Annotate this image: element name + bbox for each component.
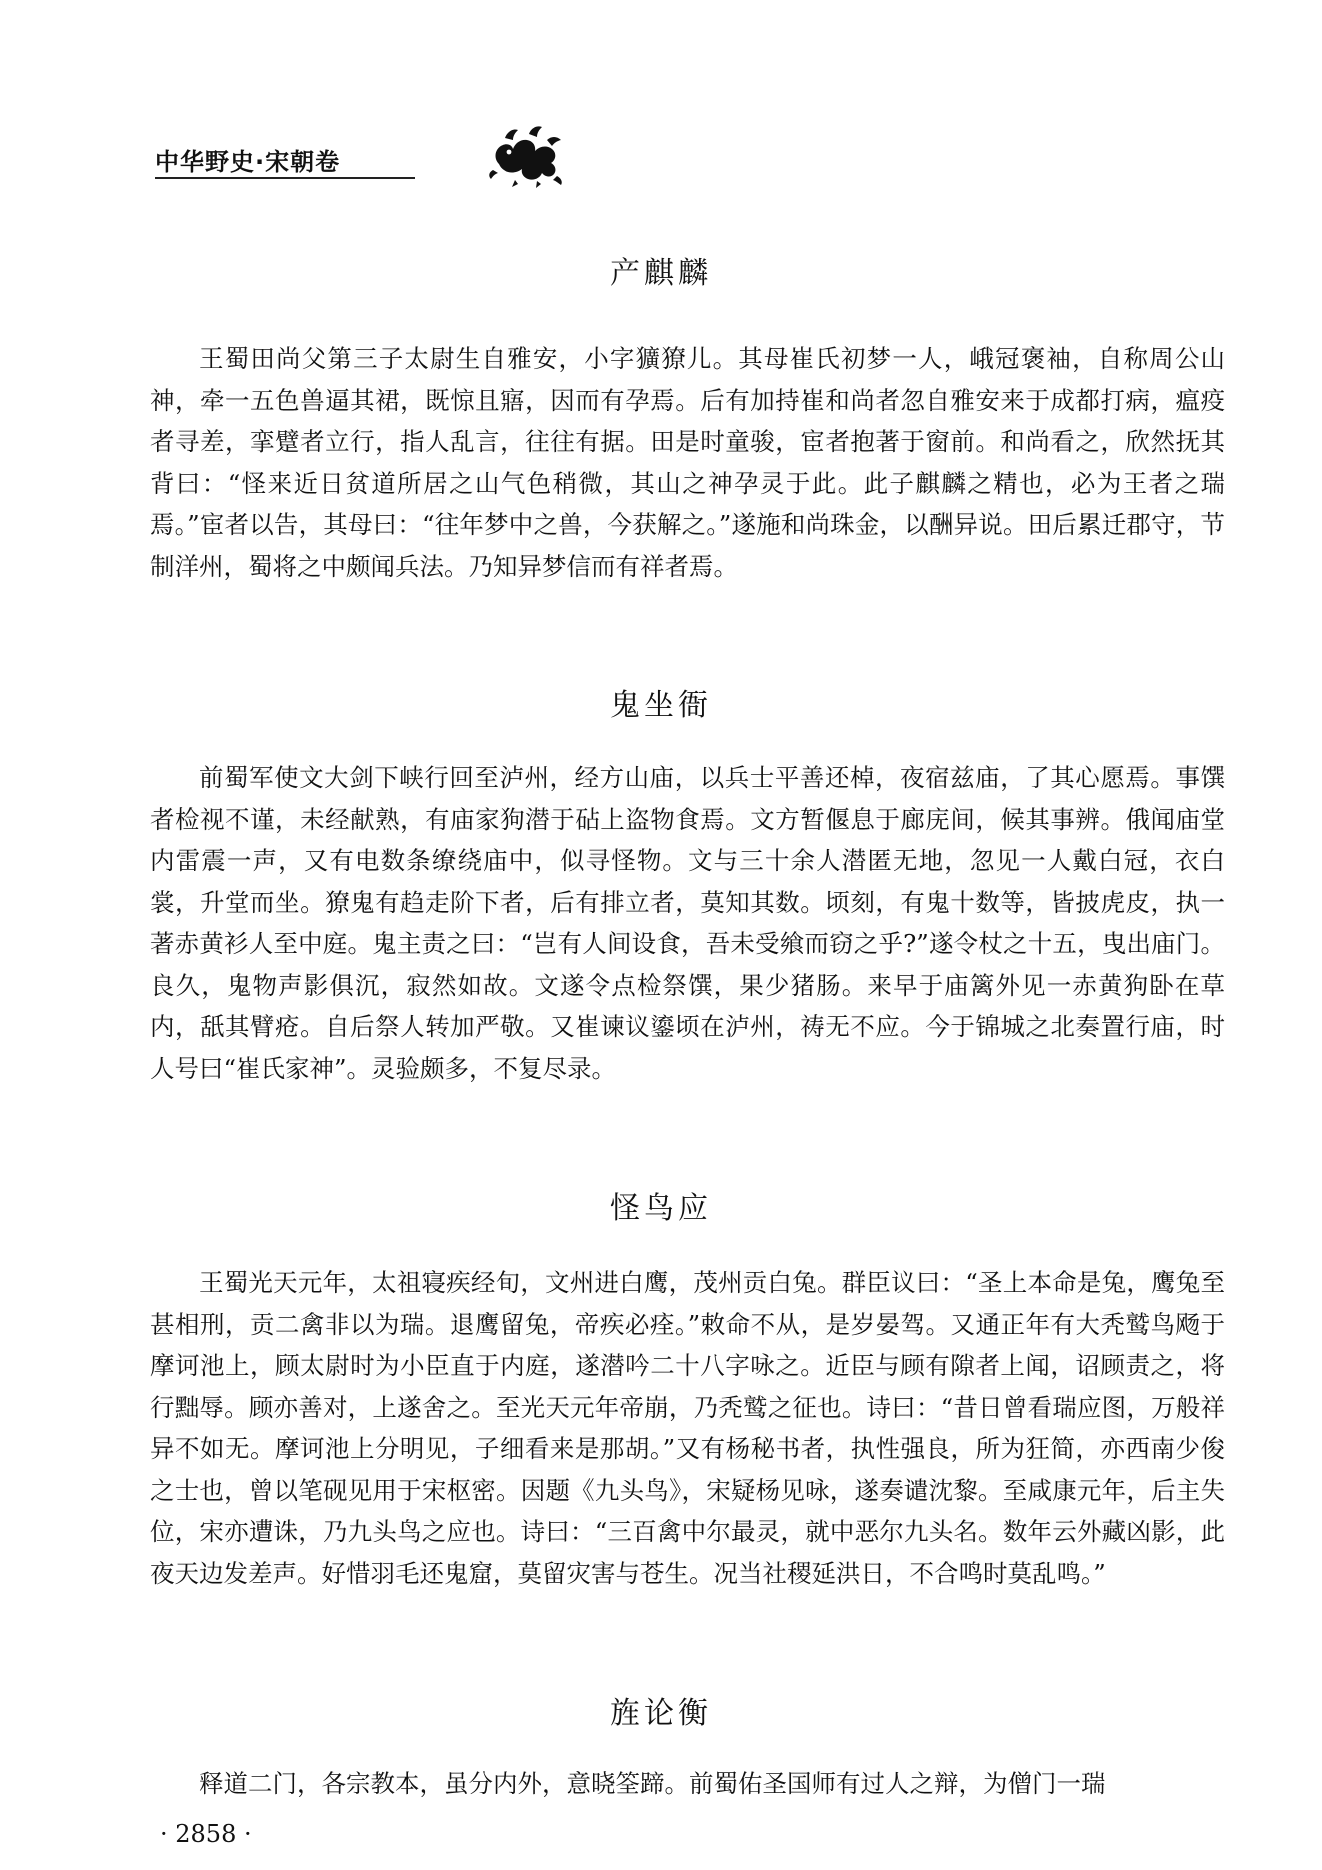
section-title: 旌论衡 [610,1696,712,1731]
section-paragraph: 王蜀光天元年，太祖寝疾经旬，文州进白鹰，茂州贡白兔。群臣议曰：“圣上本命是兔，鹰兔至甚相刑，贡二禽非以为瑞。退鹰留兔，帝疾必痊。”敕命不从，是岁晏驾。又通正年有大秃鹫鸟飏于摩诃池上，顾太尉时为小臣直于内庭，遂潜吟二十八字咏之。近臣与顾有隙者上闻，诏顾责之，将行黜辱。顾亦善对，上遂舍之。至光天元年帝崩，乃秃鹫之征也。诗曰：“昔日曾看瑞应图，万般祥异不如无。摩诃池上分明见，子细看来是那胡。”又有杨秘书者，执性强良，所为狂简，亦西南少俊之士也，曾以笔砚见用于宋枢密。因题《九头鸟》，宋疑杨见咏，遂奏谴沈黎。至咸康元年，后主失位，宋亦遭诛，乃九头鸟之应也。诗曰：“三百禽中尔最灵，就中恶尔九头名。数年云外藏凶影，此夜天边发差声。好惜羽毛还鬼窟，莫留灾害与苍生。况当社稷延洪日，不合鸣时莫乱鸣。” [150,1268,1225,1588]
book-title: 中华野史·宋朝卷 [155,148,341,176]
page-number: · 2858 · [160,1820,252,1848]
header-divider [155,177,415,179]
section-title: 产麒麟 [610,256,712,291]
running-header [155,118,575,190]
section-paragraph: 前蜀军使文大剑下峡行回至泸州，经方山庙，以兵士平善还棹，夜宿兹庙，了其心愿焉。事馔者检视不谨，未经献熟，有庙家狗潜于砧上盗物食焉。文方暂偃息于廊庑间，候其事辨。俄闻庙堂内雷震一声，又有电数条缭绕庙中，似寻怪物。文与三十余人潜匿无地，忽见一人戴白冠，衣白裳，升堂而坐。獠鬼有趋走阶下者，后有排立者，莫知其数。顷刻，有鬼十数等，皆披虎皮，执一著赤黄衫人至中庭。鬼主责之曰：“岂有人间设食，吾未受飨而窃之乎?”遂令杖之十五，曳出庙门。良久，鬼物声影俱沉，寂然如故。文遂令点检祭馔，果少猪肠。来早于庙篱外见一赤黄狗卧在草内，舐其臂疮。自后祭人转加严敬。又崔谏议鎏顷在泸州，祷无不应。今于锦城之北奏置行庙，时人号曰“崔氏家神”。灵验颇多，不复尽录。 [150,763,1225,1083]
dragon-emblem-icon [485,118,569,188]
section-title: 怪鸟应 [610,1191,712,1226]
section-paragraph: 王蜀田尚父第三子太尉生自雅安，小字獷獠儿。其母崔氏初梦一人，峨冠褒袖，自称周公山神，牵一五色兽逼其裙，既惊且寤，因而有孕焉。后有加持崔和尚者忽自雅安来于成都打病，瘟疫者寻差，挛躄者立行，指人乱言，往往有据。田是时童骏，宦者抱著于窗前。和尚看之，欣然抚其背曰：“怪来近日贫道所居之山气色稍微，其山之神孕灵于此。此子麒麟之精也，必为王者之瑞焉。”宦者以告，其母曰：“往年梦中之兽，今获解之。”遂施和尚珠金，以酬异说。田后累迁郡守，节制洋州，蜀将之中颇闻兵法。乃知异梦信而有祥者焉。 [150,344,1225,581]
section-title: 鬼坐衙 [610,688,712,723]
section-paragraph: 释道二门，各宗教本，虽分内外，意晓筌蹄。前蜀佑圣国师有过人之辩，为僧门一瑞 [199,1769,1106,1798]
